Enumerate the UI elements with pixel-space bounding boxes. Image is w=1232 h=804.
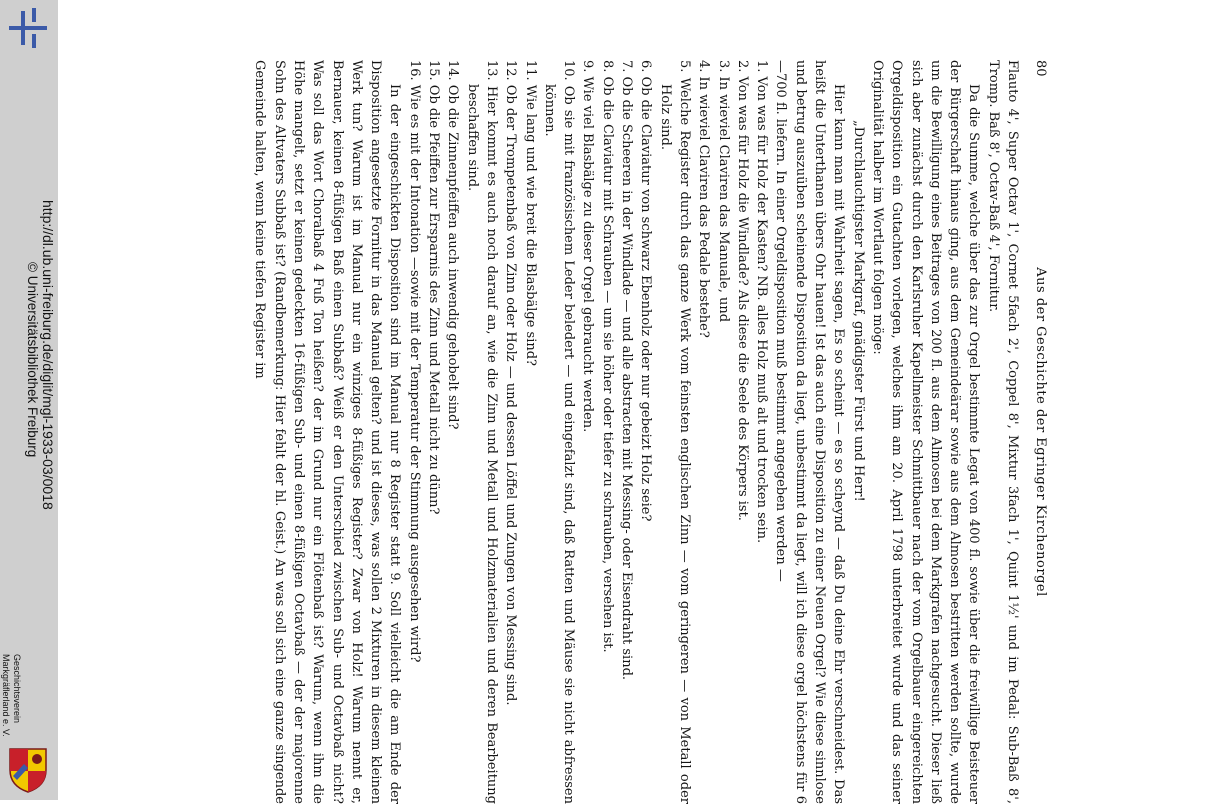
paragraph: Hier kann man mit Wahrheit sagen, Es so scheint — es so scheynd — daß Du deine Ehr verschneidest. Das heißt die Unterthanen übers Ohr hauen! Ist das auch eine Disposition zu einer Neuen Orgel? Wie diese sinnlose und betrug auszuüben scheinende Disposition da liegt, unbestimmt da liegt, will ich diese orgel höchstens für 6—700 fl. liefern. In einer Orgeldisposition muß bestimmt angegeben werden — xyxy=(773,60,847,804)
body-text xyxy=(250,60,1022,804)
page-header xyxy=(1024,60,1048,804)
list-item: 13. Hier kommt es auch noch darauf an, wie die Zinn und Metall und Holzmaterialien und deren Bearbeitung beschaffen sind. xyxy=(464,60,499,804)
list-item: 15. Ob die Pfeiffen zur Ersparnis des Zinn und Metall nicht zu dünn? xyxy=(426,60,442,515)
society-line-1: Geschichtsverein xyxy=(12,654,22,724)
library-logo-icon xyxy=(6,6,50,50)
page-content xyxy=(248,60,1048,804)
scanned-page xyxy=(58,0,1232,804)
list-item: 5. Welche Register durch das ganze Werk vom feinsten englischen Zinn — vom geringeren — von Metall oder Holz sind. xyxy=(657,60,692,804)
list-item: 14. Ob die Zinnenpfeiffen auch inwendig gehobelt sind? xyxy=(445,60,461,430)
list-item: 11. Wie lang und wie breit die Blasbälge sind? xyxy=(522,60,538,367)
running-title: Aus der Geschichte der Egringer Kirchenorgel xyxy=(1033,267,1048,597)
paragraph: Flauto 4', Super Octav 1', Cornet 5fach 2', Coppel 8', Mixtur 3fach 1', Quint 1½' und im Pedal: Sub-Baß 8', Tromp. Baß 8', Octav-Baß 4', Fornitur. xyxy=(985,60,1020,804)
list-item: 9. Wie viel Blasbälge zu dieser Orgel gebraucht werden. xyxy=(580,60,596,433)
quote-salutation: „Durchlauchtigster Markgraf, gnädigster Fürst und Herr! xyxy=(850,120,866,502)
paragraph: Da die Summe, welche über das zur Orgel bestimmte Legat von 400 fl. sowie über die freiwillige Beisteuer der Bürgerschaft hinaus ging, aus dem Gemeindeärar sowie aus dem Almosen bestritten werden sollte, wurde um die Bewilligung eines Beitrages von 200 fl. aus dem Almosen bei dem Markgrafen nachgesucht. Dieser ließ sich aber zunächst durch den Karlsruher Kapellmeister Schmittbauer nach der vom Orgelbauer eingereichten Orgeldisposition ein Gutachten vorlegen, welches ihm am 20. April 1798 unterbreitet wurde und das seiner Originalität halber im Wortlaut folgen möge: xyxy=(869,60,982,804)
list-item: 12. Ob der Trompetenbaß von Zinn oder Holz — und dessen Löffel und Zungen von Messing sind. xyxy=(503,60,519,706)
society-line-2: Markgräflerland e. V. xyxy=(1,654,11,737)
list-item: 6. Ob die Claviatur von schwarz Ebenholz oder nur gebeizt Holz seie? xyxy=(638,60,654,522)
source-url[interactable]: http://dl.ub.uni-freiburg.de/diglit/mgl-1933-03/0018 xyxy=(40,200,56,510)
list-item: 10. Ob sie mit französischem Leder beledert — und eingefalzt sind, daß Ratten und Mäuse sie nicht abfressen können. xyxy=(541,60,577,804)
viewer-sidebar xyxy=(0,0,58,800)
paragraph: In der eingeschickten Disposition sind im Manual nur 8 Register statt 9. Soll vielleicht die am Ende der Disposition angesetzte Fornitur in das Manual gelten? und ist dieses, was sollen 2 Mixturen in diesem kleinen Werk tun? Warum ist im Manual nur ein winziges 8-füßiges Register? Zwar von Holz! Warum nennt er, Bernauer, keinen 8-füßigen Baß einen Subbaß? Weiß er den Unterschied zwischen Sub- und Octavbaß nicht? Was soll das Wort Choralbaß 4 Fuß Ton heißen? der im Grund nur ein Flötenbaß ist? Warum, wenn ihm die Höhe mangelt, setzt er keinen gedeckten 16-füßigen Sub- und einen 8-füßigen Octavbaß — der der majorenne Sohn des Altvaters Subbaß ist? (Randbemerkung: Hier fehlt der hl. Geist.) An was soll sich eine ganze singende Gemeinde halten, wenn keine tiefen Register im xyxy=(252,60,403,804)
copyright-notice: © Universitätsbibliothek Freiburg xyxy=(25,262,40,458)
list-item: 1. Von was für Holz der Kasten? NB. alles Holz muß alt und trocken sein. xyxy=(754,60,770,544)
list-item: 3. In wieviel Claviren das Manuale, und xyxy=(715,60,731,323)
list-item: 8. Ob die Claviatur mit Schrauben — um sie höher oder tiefer zu schrauben, versehen ist. xyxy=(599,60,615,653)
page-number: 80 xyxy=(1033,60,1048,77)
list-item: 4. In wieviel Claviren das Pedale bestehe? xyxy=(696,60,712,338)
society-label xyxy=(0,654,22,737)
list-item: 2. Von was für Holz die Windlade? Als diese die Seele des Körpers ist. xyxy=(734,60,750,521)
coat-of-arms-icon xyxy=(6,746,50,794)
list-item: 7. Ob die Scheeren in der Windlade — und alle abstracten mit Messing- oder Eisendraht sind. xyxy=(619,60,635,681)
list-item: 16. Wie es mit der Intonation —sowie mit der Temperatur der Stimmung ausgesehen wird? xyxy=(406,60,422,663)
